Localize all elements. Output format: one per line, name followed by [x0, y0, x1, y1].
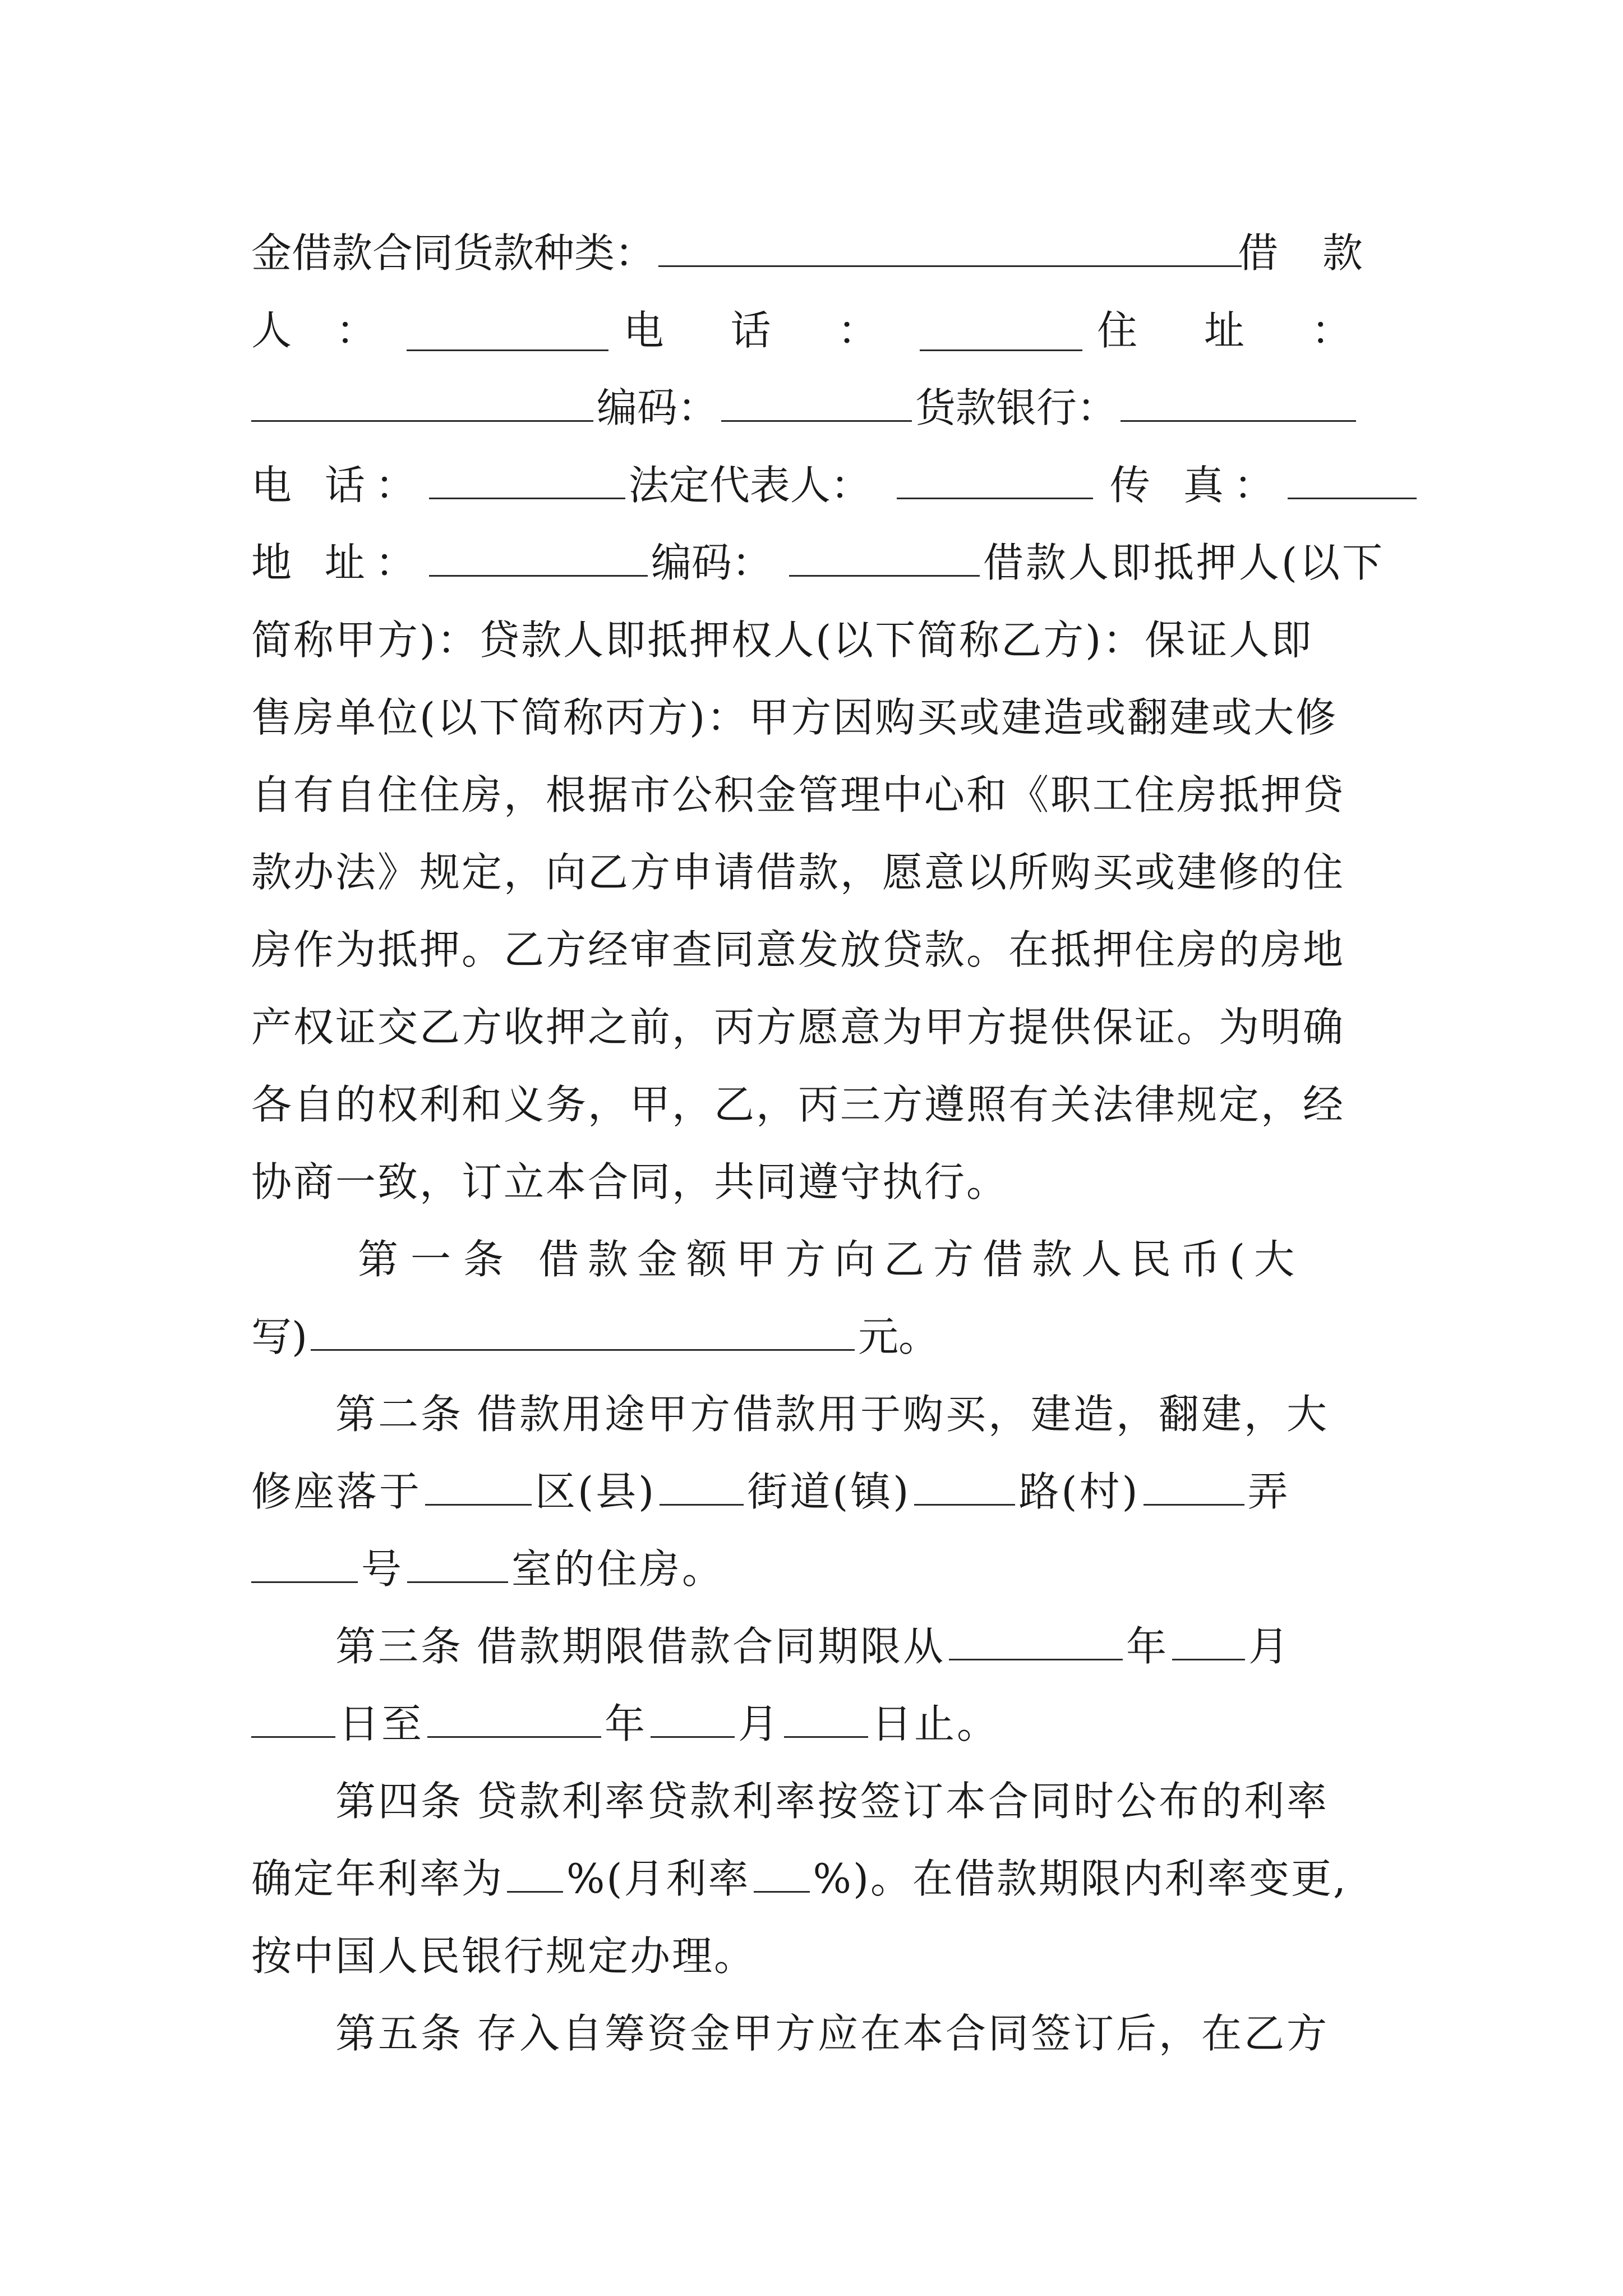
borrower-blank — [407, 310, 608, 351]
article-1-line-2 — [251, 1298, 1378, 1375]
intro-line-9: 款办法》规定，向乙方申请借款，愿意以所购买或建修的住 — [251, 849, 1345, 896]
borrower-label-end: 人 ： — [251, 307, 392, 354]
article-5-line-1 — [251, 1995, 1378, 2072]
document-page — [251, 214, 1385, 2072]
article-3-line-2 — [251, 1685, 1378, 1763]
start-day-blank — [251, 1697, 335, 1738]
district-blank — [425, 1465, 532, 1506]
loan-type-blank — [658, 226, 1242, 267]
end-year-blank — [427, 1697, 601, 1738]
address-label: 住 址 ： — [1097, 307, 1378, 354]
header-line-3 — [251, 369, 1378, 447]
fax-blank — [1288, 458, 1417, 499]
start-year-blank — [949, 1619, 1123, 1660]
article-4-l2-a: 确定年利率为 — [251, 1855, 504, 1902]
article-1-text: 借款金额甲方向乙方借款人民币(大 — [538, 1236, 1304, 1283]
phone-blank — [920, 310, 1082, 351]
bank-phone-blank — [429, 458, 625, 499]
phone-label: 电 话 ： — [623, 307, 905, 354]
lender-bank-label: 货款银行： — [915, 384, 1118, 431]
bank-address-blank — [429, 536, 648, 577]
legal-rep-label: 法定代表人： — [628, 462, 871, 509]
intro-line-10: 房作为抵押。乙方经审查同意发放贷款。在抵押住房的房地 — [251, 926, 1345, 973]
bank-postcode-label: 编码： — [651, 539, 772, 586]
article-2-l2-c: 街道(镇) — [747, 1468, 911, 1515]
intro-line-11: 产权证交乙方收押之前，丙方愿意为甲方提供保证。为明确 — [251, 1004, 1345, 1051]
article-2-l2-b: 区(县) — [535, 1468, 657, 1515]
borrower-label-start: 借 款 — [1238, 229, 1378, 277]
article-2-line-3 — [251, 1530, 1378, 1608]
article-2-l3-a: 号 — [361, 1545, 404, 1593]
article-4-l2-c: %)。在借款期限内利率变更, — [813, 1855, 1348, 1902]
lane-blank — [1144, 1465, 1244, 1506]
article-3-text: 借款期限借款合同期限从 — [477, 1623, 946, 1670]
article-1-cont-b: 元。 — [858, 1313, 939, 1360]
article-2-text: 借款用途甲方借款用于购买，建造，翻建，大 — [477, 1391, 1330, 1438]
intro-text-start: 借款人即抵押人(以下 — [983, 539, 1385, 586]
loan-type-label: 金借款合同货款种类： — [251, 229, 656, 277]
article-4-line-1 — [251, 1763, 1378, 1840]
intro-line-7: 售房单位(以下简称丙方)：甲方因购买或建造或翻建或大修 — [251, 694, 1338, 741]
bank-postcode-blank — [789, 536, 980, 577]
article-2-l3-b: 室的住房。 — [511, 1545, 725, 1593]
article-4-l2-b: %(月利率 — [566, 1855, 750, 1902]
start-month-blank — [1172, 1619, 1245, 1660]
article-3-year: 年 — [1126, 1623, 1169, 1670]
article-3-l2-a: 日至 — [339, 1700, 425, 1747]
amount-in-words-blank — [311, 1310, 855, 1351]
monthly-rate-blank — [754, 1852, 810, 1893]
intro-line-8: 自有自住住房，根据市公积金管理中心和《职工住房抵押贷 — [251, 771, 1345, 818]
road-blank — [914, 1465, 1015, 1506]
postcode-label: 编码： — [597, 384, 718, 431]
bank-address-label: 地 址： — [251, 539, 426, 586]
article-5-text: 存入自筹资金甲方应在本合同签订后，在乙方 — [477, 2010, 1330, 2057]
article-5-heading: 第五条 — [335, 2010, 464, 2057]
article-3-l2-b: 年 — [605, 1700, 648, 1747]
header-line-1 — [251, 214, 1378, 292]
header-line-2 — [251, 292, 1378, 369]
street-blank — [660, 1465, 744, 1506]
intro-line-6: 简称甲方)：贷款人即抵押权人(以下简称乙方)：保证人即 — [251, 616, 1313, 664]
article-3-heading: 第三条 — [335, 1623, 464, 1670]
legal-rep-blank — [897, 458, 1093, 499]
article-1-heading: 第一条 — [358, 1236, 517, 1283]
article-2-heading: 第二条 — [335, 1391, 464, 1438]
lender-bank-blank — [1121, 381, 1356, 422]
article-1-cont-a: 写) — [251, 1313, 308, 1360]
end-day-blank — [784, 1697, 868, 1738]
article-2-line-2 — [251, 1453, 1378, 1530]
article-4-heading: 第四条 — [335, 1778, 464, 1825]
bank-phone-label: 电 话： — [251, 462, 426, 509]
article-4-text: 贷款利率贷款利率按签订本合同时公布的利率 — [477, 1778, 1330, 1825]
end-month-blank — [651, 1697, 735, 1738]
article-2-l2-a: 修座落于 — [251, 1468, 422, 1515]
article-3-month: 月 — [1248, 1623, 1292, 1670]
article-4-line-3: 按中国人民银行规定办理。 — [251, 1932, 757, 1980]
article-4-line-2 — [251, 1840, 1378, 1917]
number-blank — [251, 1542, 358, 1583]
article-3-l2-c: 月 — [738, 1700, 781, 1747]
article-2-l2-d: 路(村) — [1018, 1468, 1140, 1515]
article-1-line-1 — [251, 1221, 1378, 1298]
header-line-4 — [251, 447, 1378, 524]
fax-label: 传 真： — [1109, 462, 1284, 509]
address-blank — [251, 381, 593, 422]
postcode-blank — [721, 381, 912, 422]
article-3-l2-d: 日止。 — [872, 1700, 1000, 1747]
room-blank — [407, 1542, 508, 1583]
annual-rate-blank — [507, 1852, 563, 1893]
intro-line-12: 各自的权利和义务，甲，乙，丙三方遵照有关法律规定，经 — [251, 1081, 1345, 1128]
article-3-line-1 — [251, 1608, 1378, 1685]
header-line-5 — [251, 524, 1385, 601]
article-2-l2-e: 弄 — [1247, 1468, 1290, 1515]
article-2-line-1 — [251, 1375, 1378, 1453]
intro-line-13: 协商一致，订立本合同，共同遵守执行。 — [251, 1158, 1009, 1205]
